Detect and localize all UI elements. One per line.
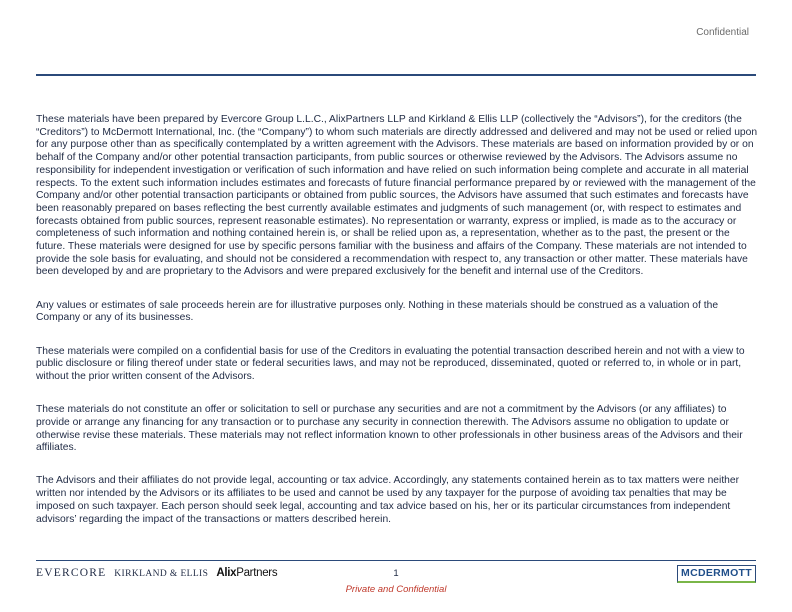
alixpartners-logo-rest: Partners [236, 567, 278, 579]
disclaimer-body [36, 114, 758, 547]
disclaimer-paragraph-2: Any values or estimates of sale proceeds herein are for illustrative purposes only. Nothing in these materials should be construed as a valuation of the Company or any of its businesses. [36, 299, 719, 324]
kirkland-ellis-logo: KIRKLAND & ELLIS [114, 569, 209, 579]
evercore-logo: EVERCORE [36, 567, 107, 579]
footer-logos [36, 567, 277, 583]
confidential-label: Confidential [696, 27, 749, 38]
private-confidential-label: Private and Confidential [345, 584, 447, 595]
disclaimer-paragraph-1: These materials have been prepared by Evercore Group L.L.C., AlixPartners LLP and Kirkland & Ellis LLP (collectively the “Advisors”), for the creditors (the “Creditors”) to McDermott International, Inc. (the “Company”) to whom such materials are directly addressed and delivered and may not be used or relied upon for any purpose other than as specifically contemplated by a written agreement with the Advisors. These materials are based on information provided by or on behalf of the Company and/or other potential transaction participants, from public sources or otherwise reviewed by the Advisors. The Advisors assume no responsibility for independent investigation or verification of such information and have relied on such information being complete and accurate in all material respects. To the extent such information includes estimates and forecasts of future financial performance prepared by or reviewed with the management of the Company and/or other potential transaction participants or obtained from public sources, the Advisors have assumed that such estimates and forecasts have been reasonably prepared on bases reflecting the best currently available estimates and judgments of such management (or, with respect to estimates and forecasts obtained from public sources, represent reasonable estimates). No representation or warranty, express or implied, is made as to the accuracy or completeness of such information and nothing contained herein is, or shall be relied upon as, a representation, whether as to the past, the present or the future. These materials were designed for use by specific persons familiar with the business and affairs of the Company. These materials are not intended to provide the sole basis for evaluating, and should not be considered a recommendation with respect to, any transaction or other matter. These materials have been developed by and are proprietary to the Advisors and were prepared exclusively for the benefit and internal use of the Creditors. [36, 114, 758, 278]
disclaimer-paragraph-4: These materials do not constitute an offer or solicitation to sell or purchase any securities and are not a commitment by the Advisors (or any affiliates) to provide or arrange any financing for any transaction or to purchase any security in connection therewith. The Advisors assume no obligation to update or otherwise revise these materials. These materials may not reflect information known to other professionals in other business areas of the Advisors and their affiliates. [36, 404, 743, 454]
alixpartners-logo [216, 567, 277, 579]
mcdermott-logo: MCDERMOTT [677, 565, 756, 583]
footer-rule [36, 560, 756, 561]
disclaimer-paragraph-5: The Advisors and their affiliates do not provide legal, accounting or tax advice. Accordingly, any statements contained herein as to tax matters were neither written nor intended by the Advisors or its affiliates to be used and cannot be used by any taxpayer for the purpose of avoiding tax penalties that may be imposed on such taxpayer. Each person should seek legal, accounting and tax advice based on his, her or its particular circumstances from independent advisors’ regarding the impact of the transactions or matters described herein. [36, 475, 740, 525]
disclaimer-paragraph-3: These materials were compiled on a confidential basis for use of the Creditors in evaluating the potential transaction described herein and not with a view to public disclosure or filing thereof under state or federal securities laws, and may not be reproduced, disseminated, quoted or referred to, in whole or in part, without the prior written consent of the Advisors. [36, 345, 745, 382]
page-number: 1 [393, 568, 399, 579]
header-rule [36, 74, 756, 76]
alixpartners-logo-strong: Alix [216, 567, 237, 579]
